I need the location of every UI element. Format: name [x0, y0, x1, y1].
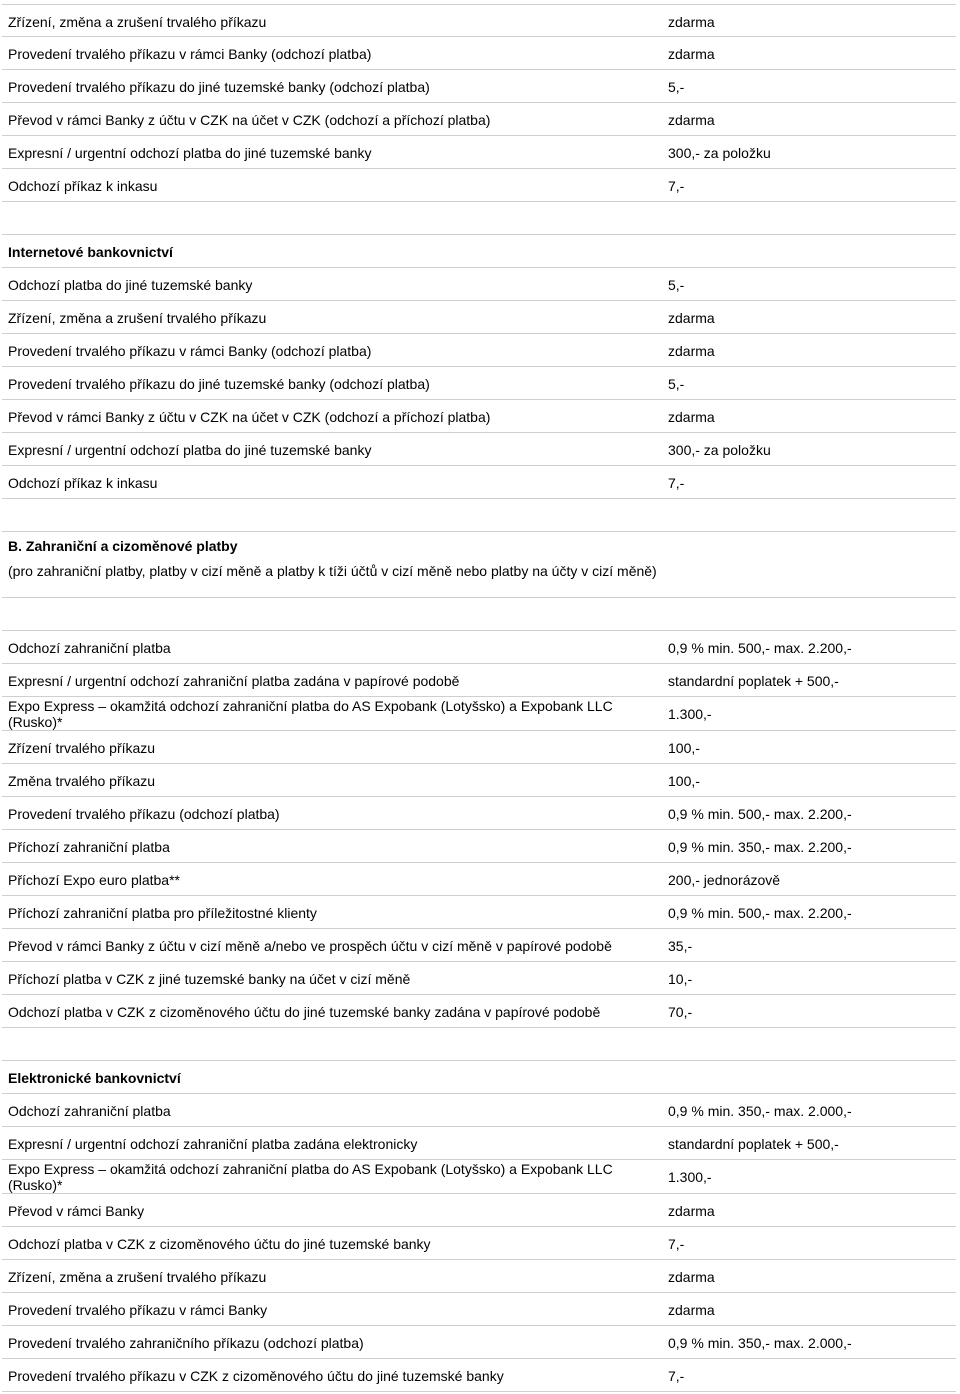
fee-row: [2, 830, 956, 863]
fee-label: Zřízení, změna a zrušení trvalého příkazu: [8, 310, 267, 326]
fee-label: Odchozí platba do jiné tuzemské banky: [8, 277, 253, 293]
fee-value: 7,-: [668, 1236, 685, 1252]
fee-label: Provedení trvalého příkazu v rámci Banky (odchozí platba): [8, 46, 372, 62]
fee-row: [2, 301, 956, 334]
fee-row: [2, 103, 956, 136]
fee-label: Provedení trvalého příkazu do jiné tuzemské banky (odchozí platba): [8, 376, 430, 392]
section-title-row: [2, 1061, 956, 1094]
section-title: Elektronické bankovnictví: [8, 1070, 181, 1086]
fee-row: [2, 367, 956, 400]
fee-row: [2, 4, 956, 37]
fee-row: [2, 962, 956, 995]
fee-row: [2, 466, 956, 499]
fee-value: standardní poplatek + 500,-: [668, 673, 839, 689]
fee-label: Expresní / urgentní odchozí platba do jiné tuzemské banky: [8, 145, 372, 161]
fee-row: [2, 136, 956, 169]
fee-value: 7,-: [668, 178, 685, 194]
fee-label: Odchozí příkaz k inkasu: [8, 475, 158, 491]
fee-row: [2, 1227, 956, 1260]
fee-label: Odchozí zahraniční platba: [8, 1103, 171, 1119]
fee-label: Změna trvalého příkazu: [8, 773, 156, 789]
fee-label: Zřízení, změna a zrušení trvalého příkazu: [8, 1269, 267, 1285]
fee-value: 0,9 % min. 350,- max. 2.000,-: [668, 1103, 852, 1119]
fee-value: zdarma: [668, 112, 715, 128]
fee-row: [2, 764, 956, 797]
fee-label: Odchozí platba v CZK z cizoměnového účtu do jiné tuzemské banky zadána v papírové podobě: [8, 1004, 601, 1020]
fee-value: 5,-: [668, 277, 685, 293]
fee-value: 7,-: [668, 1368, 685, 1384]
fee-label: Expo Express – okamžitá odchozí zahraniční platba do AS Expobank (Lotyšsko) a Expobank LLC (Rusko)*: [8, 698, 613, 730]
section-title: B. Zahraniční a cizoměnové platby: [8, 538, 238, 554]
fee-row: [2, 1293, 956, 1326]
fee-row: [2, 1127, 956, 1160]
fee-value: 5,-: [668, 376, 685, 392]
fee-value: zdarma: [668, 1203, 715, 1219]
section-spacer: [2, 1028, 956, 1061]
fee-label: Převod v rámci Banky z účtu v CZK na účet v CZK (odchozí a příchozí platba): [8, 112, 491, 128]
fee-row: [2, 995, 956, 1028]
section-title: Internetové bankovnictví: [8, 244, 173, 260]
fee-value: 300,- za položku: [668, 442, 771, 458]
fee-row: [2, 664, 956, 697]
fee-row: [2, 731, 956, 764]
fee-label: Převod v rámci Banky z účtu v cizí měně a/nebo ve prospěch účtu v cizí měně v papírové podobě: [8, 938, 612, 954]
section-spacer: [2, 499, 956, 532]
section-subtitle: (pro zahraniční platby, platby v cizí měně a platby k tíži účtů v cizí měně nebo platby na účty v cizí měně): [8, 563, 657, 579]
fee-row: [2, 433, 956, 466]
fee-label: Provedení trvalého příkazu v rámci Banky (odchozí platba): [8, 343, 372, 359]
fee-value: 200,- jednorázově: [668, 872, 781, 888]
fee-label: Provedení trvalého příkazu v rámci Banky: [8, 1302, 268, 1318]
fee-value: 5,-: [668, 79, 685, 95]
fee-label: Odchozí platba v CZK z cizoměnového účtu do jiné tuzemské banky: [8, 1236, 431, 1252]
fee-row: [2, 797, 956, 830]
fee-value: zdarma: [668, 409, 715, 425]
fee-value: 7,-: [668, 475, 685, 491]
fee-value: zdarma: [668, 46, 715, 62]
fee-value: standardní poplatek + 500,-: [668, 1136, 839, 1152]
fee-row: [2, 1094, 956, 1127]
fee-row: [2, 1359, 956, 1392]
fee-label: Expo Express – okamžitá odchozí zahraniční platba do AS Expobank (Lotyšsko) a Expobank LLC (Rusko)*: [8, 1161, 613, 1193]
fee-row: [2, 1260, 956, 1293]
fee-row: [2, 169, 956, 202]
fee-label: Příchozí platba v CZK z jiné tuzemské banky na účet v cizí měně: [8, 971, 411, 987]
fee-row: [2, 37, 956, 70]
section-title-row: [2, 235, 956, 268]
fee-value: 0,9 % min. 500,- max. 2.200,-: [668, 640, 852, 656]
fee-row: [2, 268, 956, 301]
fee-row: [2, 1326, 956, 1359]
fee-row: [2, 929, 956, 962]
fee-label: Převod v rámci Banky z účtu v CZK na účet v CZK (odchozí a příchozí platba): [8, 409, 491, 425]
section-subtitle-row: [2, 560, 956, 598]
fee-row: [2, 1194, 956, 1227]
section-spacer: [2, 202, 956, 235]
fee-value: zdarma: [668, 1269, 715, 1285]
fee-label: Expresní / urgentní odchozí zahraniční platba zadána v papírové podobě: [8, 673, 460, 689]
fee-value: zdarma: [668, 343, 715, 359]
fee-value: zdarma: [668, 14, 715, 30]
fee-value: 100,-: [668, 740, 700, 756]
fee-value: zdarma: [668, 1302, 715, 1318]
fee-row: [2, 863, 956, 896]
fee-row: [2, 70, 956, 103]
fee-row: [2, 400, 956, 433]
fee-row: [2, 631, 956, 664]
fee-label: Expresní / urgentní odchozí platba do jiné tuzemské banky: [8, 442, 372, 458]
fee-value: 0,9 % min. 500,- max. 2.200,-: [668, 905, 852, 921]
fee-value: 1.300,-: [668, 706, 712, 722]
fee-value: 0,9 % min. 500,- max. 2.200,-: [668, 806, 852, 822]
section-spacer: [2, 598, 956, 631]
fee-value: zdarma: [668, 310, 715, 326]
fee-value: 70,-: [668, 1004, 693, 1020]
fee-row: [2, 697, 956, 731]
fee-row: [2, 1160, 956, 1194]
fee-value: 100,-: [668, 773, 700, 789]
fee-label: Odchozí zahraniční platba: [8, 640, 171, 656]
fee-label: Odchozí příkaz k inkasu: [8, 178, 158, 194]
fee-value: 0,9 % min. 350,- max. 2.200,-: [668, 839, 852, 855]
fee-label: Zřízení, změna a zrušení trvalého příkazu: [8, 14, 267, 30]
fee-value: 0,9 % min. 350,- max. 2.000,-: [668, 1335, 852, 1351]
fee-label: Provedení trvalého příkazu (odchozí platba): [8, 806, 280, 822]
fee-label: Expresní / urgentní odchozí zahraniční platba zadána elektronicky: [8, 1136, 418, 1152]
fee-label: Provedení trvalého příkazu do jiné tuzemské banky (odchozí platba): [8, 79, 430, 95]
fee-value: 1.300,-: [668, 1169, 712, 1185]
fee-value: 10,-: [668, 971, 693, 987]
fee-row: [2, 896, 956, 929]
fee-label: Provedení trvalého příkazu v CZK z cizoměnového účtu do jiné tuzemské banky: [8, 1368, 504, 1384]
fee-label: Příchozí Expo euro platba**: [8, 872, 180, 888]
fee-label: Převod v rámci Banky: [8, 1203, 145, 1219]
fee-label: Příchozí zahraniční platba pro příležitostné klienty: [8, 905, 317, 921]
fee-row: [2, 334, 956, 367]
fee-value: 300,- za položku: [668, 145, 771, 161]
section-title-row: [2, 532, 956, 560]
fee-label: Zřízení trvalého příkazu: [8, 740, 156, 756]
fee-label: Příchozí zahraniční platba: [8, 839, 170, 855]
fee-value: 35,-: [668, 938, 693, 954]
fee-label: Provedení trvalého zahraničního příkazu (odchozí platba): [8, 1335, 364, 1351]
